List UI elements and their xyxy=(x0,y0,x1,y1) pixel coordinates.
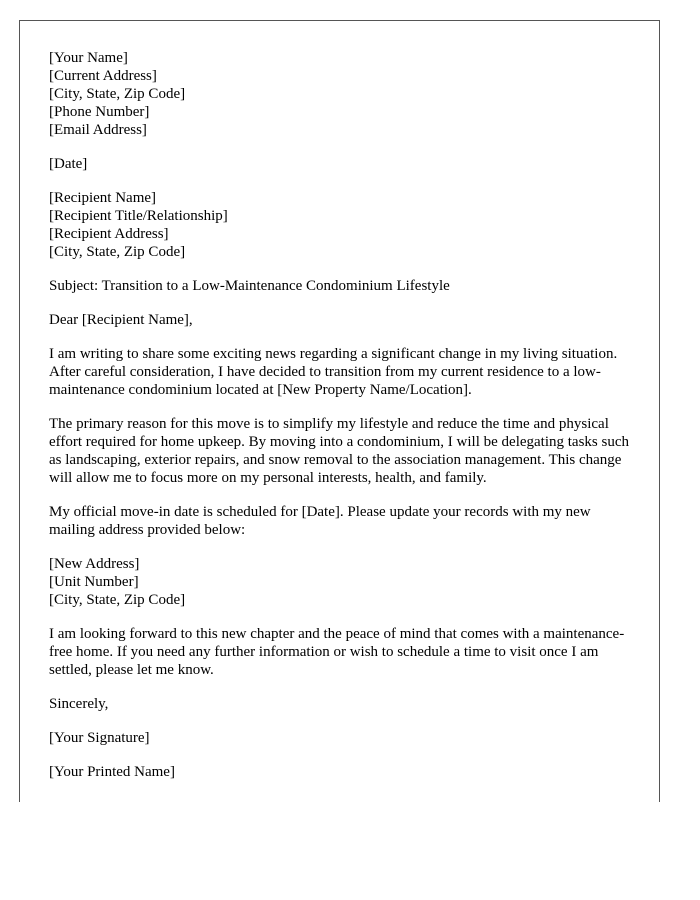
paragraph-move-in: My official move-in date is scheduled for [Date]. Please update your records with my new mailing address provided below: xyxy=(49,504,591,538)
sender-email: [Email Address] xyxy=(49,122,147,138)
date-block xyxy=(49,155,639,173)
signature: [Your Signature] xyxy=(49,730,150,746)
recipient-block xyxy=(49,189,639,261)
sender-address: [Current Address] xyxy=(49,68,157,84)
subject-line: Subject: Transition to a Low-Maintenance Condominium Lifestyle xyxy=(49,278,450,294)
sender-phone: [Phone Number] xyxy=(49,104,150,120)
closing: Sincerely, xyxy=(49,696,109,712)
letter-date: [Date] xyxy=(49,156,88,172)
new-address: [New Address] xyxy=(49,556,140,572)
paragraph-closing: I am looking forward to this new chapter and the peace of mind that comes with a maintenance-free home. If you need any further information or wish to schedule a time to visit once I am settled, please let me know. xyxy=(49,626,625,678)
printed-name: [Your Printed Name] xyxy=(49,764,175,780)
new-unit-number: [Unit Number] xyxy=(49,574,139,590)
letter-page xyxy=(19,20,660,802)
new-city-state-zip: [City, State, Zip Code] xyxy=(49,592,186,608)
paragraph-reason: The primary reason for this move is to simplify my lifestyle and reduce the time and physical effort required for home upkeep. By moving into a condominium, I will be delegating tasks such as landscaping, exterior repairs, and snow removal to the association management. This change will allow me to focus more on my personal interests, health, and family. xyxy=(49,416,630,486)
sender-name: [Your Name] xyxy=(49,50,128,66)
recipient-name: [Recipient Name] xyxy=(49,190,157,206)
sender-city-state-zip: [City, State, Zip Code] xyxy=(49,86,186,102)
recipient-title: [Recipient Title/Relationship] xyxy=(49,208,228,224)
sender-block xyxy=(49,49,639,139)
recipient-city-state-zip: [City, State, Zip Code] xyxy=(49,244,186,260)
salutation: Dear [Recipient Name], xyxy=(49,312,193,328)
recipient-address: [Recipient Address] xyxy=(49,226,169,242)
paragraph-intro: I am writing to share some exciting news regarding a significant change in my living situation. After careful consideration, I have decided to transition from my current residence to a low-maintenance condominium located at [New Property Name/Location]. xyxy=(49,346,618,398)
letter-body xyxy=(49,49,639,797)
new-address-block xyxy=(49,555,639,609)
